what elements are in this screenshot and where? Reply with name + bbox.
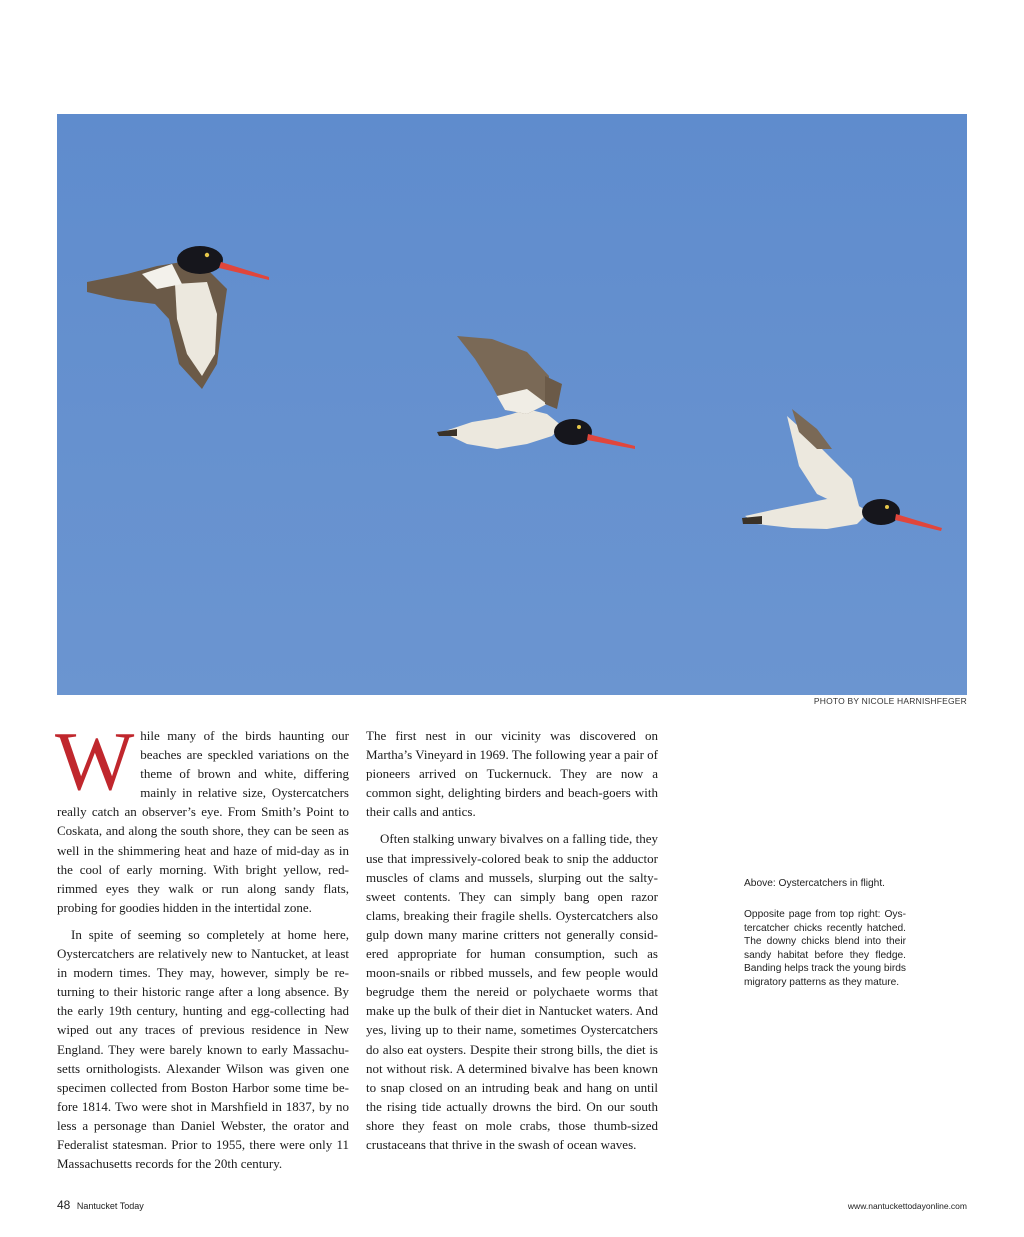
photo-credit: PHOTO BY NICOLE HARNISHFEGER [813,696,967,706]
article-paragraph: Often stalking unwary bivalves on a falling tide, they use that impressively-colored beak to snip the adductor muscles of clams and mussels, slurping out the salty-sweet contents. They can simply bang open razor clams, breaking their fragile shells. Oystercatchers also gulp down many marine critters not generally considered appropriate for human consumption, such as moon-snails or ribbed mussels, and few people would begrudge them the nereid or polychaete worms that make up the bulk of their diet in Nantucket waters. And yes, living up to their name, sometimes Oystercatchers do also eat oysters. Despite their strong bills, the diet is not without risk. A determined bivalve has been known to snap closed on an intruding beak and hang on until the rising tide actually drowns the bird. On our south shore they feast on mole crabs, those thumb-sized crustaceans that thrive in the swash of ocean waves. [366,831,658,1152]
article-column-2 [366,726,658,1154]
bird-2 [437,336,635,449]
photo-caption: Above: Oystercatchers in flight. [744,878,885,889]
page-number: 48 [57,1198,71,1212]
opposite-page-caption: Opposite page from top right: Oystercatcher chicks recently hatched. The downy chicks blend into their sandy habitat before they fledge. Banding helps track the young birds migratory patterns as they mature. [744,909,906,988]
website-url[interactable]: www.nantuckettodayonline.com [847,1201,967,1211]
article-paragraph: In spite of seeming so completely at home here, Oystercatchers are relatively new to Nantucket, at least in modern times. They may, however, simply be returning to their historic range after a long absence. By the early 19th century, hunting and egg-collecting had wiped out any traces of previous residence in New England. They were barely known to early Massachusetts ornithologists. Alexander Wilson was given one specimen collected from Boston Harbor some time before 1814. Two were shot in Marshfield in 1837, by no less a personage than Daniel Webster, the orator and Federalist statesman. Prior to 1955, there were only 11 Massachusetts records for the 20th century. [57,926,349,1172]
article-paragraph: The first nest in our vicinity was discovered on Martha’s Vineyard in 1969. The following year a pair of pioneers arrived on Tuckernuck. They are now a common sight, delighting birders and beach-goers with their calls and antics. [366,728,658,820]
bird-3 [742,409,942,531]
page-footer [57,1198,144,1212]
bird-1 [87,246,269,389]
article-column-1 [55,715,349,1173]
paragraph-text: hile many of the birds haunting our beaches are speckled variations on the theme of brown and white, differing mainly in relative size, Oystercatchers really catch an observer’s eye. From Smith’s Point to Coskata, and along the south shore, they can be seen as well in the shimmering heat and haze of mid-day as in the cool of early morning. With bright yellow, red-rimmed eyes they walk or run along sandy flats, probing for goodies hidden in the intertidal zone. [57,728,349,915]
publication-name: Nantucket Today [76,1201,144,1211]
birds-illustration [57,114,967,695]
oystercatchers-photo [57,114,967,695]
drop-cap: W [55,715,135,808]
article-paragraph [55,715,349,917]
